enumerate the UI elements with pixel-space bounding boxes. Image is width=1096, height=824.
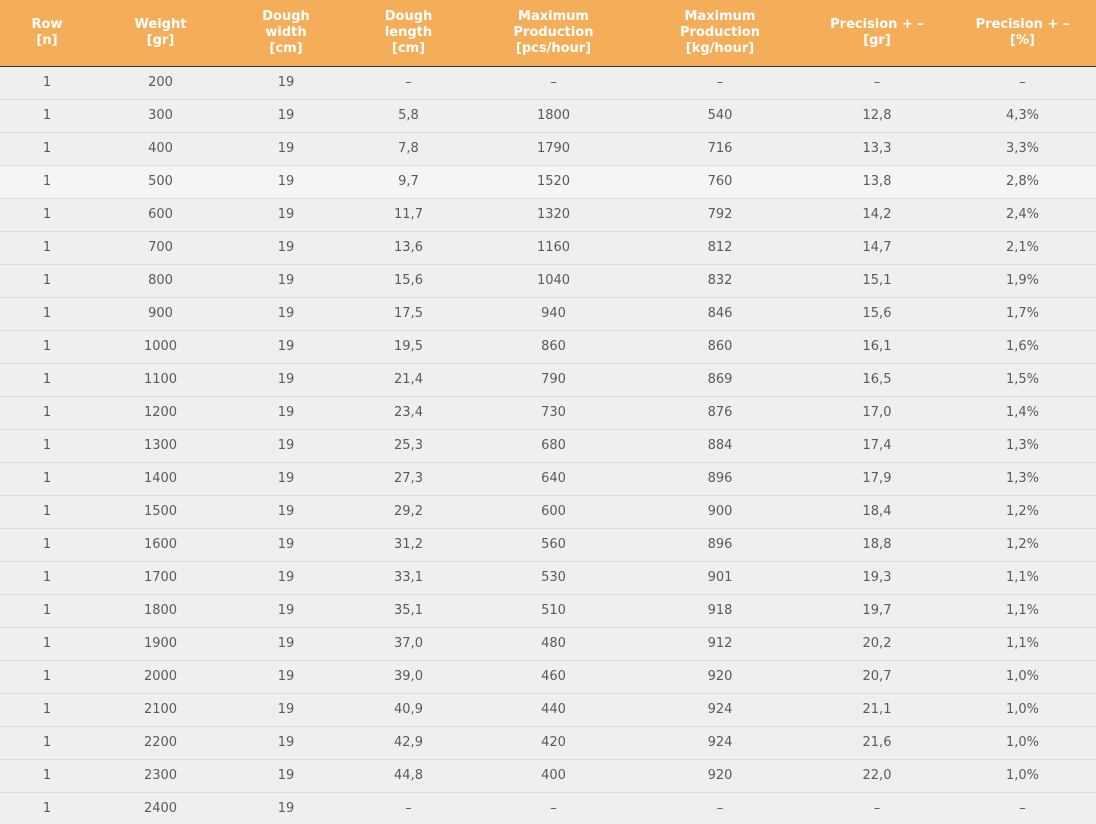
table-cell: 1040 [472,264,635,297]
table-cell: 2,1% [949,231,1096,264]
table-cell: 1,1% [949,627,1096,660]
table-cell: 1320 [472,198,635,231]
column-header-line: Weight [134,16,187,32]
table-cell: 7,8 [345,132,472,165]
table-cell: 1500 [94,495,227,528]
table-cell: 1 [0,660,94,693]
column-header [94,0,227,66]
table-row [0,495,1096,528]
table-cell: 812 [635,231,805,264]
table-cell: 560 [472,528,635,561]
table-row [0,264,1096,297]
table-cell: 1900 [94,627,227,660]
table-cell: 19 [227,231,345,264]
table-cell: 1 [0,561,94,594]
table-row [0,594,1096,627]
table-cell: 19 [227,792,345,824]
table-cell: 1,4% [949,396,1096,429]
table-cell: 792 [635,198,805,231]
table-cell: 5,8 [345,99,472,132]
table-cell: 13,3 [805,132,949,165]
table-cell: 1 [0,792,94,824]
table-cell: 22,0 [805,759,949,792]
column-header-line: [gr] [146,32,175,48]
table-cell: 16,5 [805,363,949,396]
table-cell: 23,4 [345,396,472,429]
table-row [0,759,1096,792]
table-cell: 200 [94,66,227,99]
table-cell: 1 [0,528,94,561]
table-cell: 920 [635,660,805,693]
table-cell: 19 [227,726,345,759]
table-cell: 19 [227,561,345,594]
table-row [0,231,1096,264]
table-cell: 869 [635,363,805,396]
table-cell: 1,9% [949,264,1096,297]
table-cell: 640 [472,462,635,495]
table-cell: 19 [227,363,345,396]
table-cell: 18,4 [805,495,949,528]
table-cell: 15,6 [805,297,949,330]
table-cell: – [635,66,805,99]
table-row [0,693,1096,726]
table-cell: 1 [0,132,94,165]
table-cell: 1,7% [949,297,1096,330]
table-cell: 896 [635,528,805,561]
column-header-line: Dough [384,8,433,24]
table-cell: 11,7 [345,198,472,231]
table-cell: 1,6% [949,330,1096,363]
table-cell: 19 [227,594,345,627]
table-cell: 1 [0,99,94,132]
table-cell: 21,6 [805,726,949,759]
table-row [0,660,1096,693]
table-cell: 400 [94,132,227,165]
table-cell: 21,4 [345,363,472,396]
table-row [0,297,1096,330]
column-header-line: [gr] [863,32,891,48]
table-cell: 19 [227,198,345,231]
column-header-line: Precision + – [830,16,924,32]
table-cell: 29,2 [345,495,472,528]
table-cell: 2,8% [949,165,1096,198]
table-cell: 1,5% [949,363,1096,396]
table-cell: 500 [94,165,227,198]
table-cell: 912 [635,627,805,660]
table-cell: 19 [227,396,345,429]
table-cell: 1000 [94,330,227,363]
table-cell: 19 [227,66,345,99]
table-cell: 21,1 [805,693,949,726]
table-cell: 1100 [94,363,227,396]
column-header-line: Precision + – [975,16,1070,32]
table-cell: 1 [0,693,94,726]
table-cell: 716 [635,132,805,165]
table-cell: 17,9 [805,462,949,495]
column-header-line: Production [680,24,760,40]
table-row [0,462,1096,495]
table-cell: 440 [472,693,635,726]
column-header-line: Dough [262,8,310,24]
table-cell: – [472,66,635,99]
table-cell: 27,3 [345,462,472,495]
table-row [0,528,1096,561]
table-cell: 20,2 [805,627,949,660]
table-cell: 39,0 [345,660,472,693]
table-cell: 19 [227,99,345,132]
table-cell: 480 [472,627,635,660]
table-row [0,726,1096,759]
table-cell: 876 [635,396,805,429]
table-cell: 18,8 [805,528,949,561]
table-cell: 1 [0,627,94,660]
column-header [345,0,472,66]
table-cell: 760 [635,165,805,198]
table-cell: 14,7 [805,231,949,264]
table-cell: 846 [635,297,805,330]
table-cell: 17,4 [805,429,949,462]
column-header-line: Maximum [518,8,589,24]
table-cell: 420 [472,726,635,759]
table-cell: – [635,792,805,824]
table-header [0,0,1096,66]
table-cell: 1160 [472,231,635,264]
table-row [0,66,1096,99]
table-cell: 35,1 [345,594,472,627]
column-header [227,0,345,66]
table-cell: 540 [635,99,805,132]
table-row [0,165,1096,198]
column-header [635,0,805,66]
table-cell: 19,3 [805,561,949,594]
header-row [0,0,1096,66]
table-cell: 1,3% [949,462,1096,495]
column-header [0,0,94,66]
table-row [0,363,1096,396]
table-cell: 1800 [94,594,227,627]
table-cell: 33,1 [345,561,472,594]
table-cell: 25,3 [345,429,472,462]
table-cell: 400 [472,759,635,792]
table-cell: 1600 [94,528,227,561]
column-header [472,0,635,66]
table-cell: 510 [472,594,635,627]
table-cell: 14,2 [805,198,949,231]
table-cell: 19 [227,297,345,330]
table-cell: 2200 [94,726,227,759]
column-header-line: Production [513,24,594,40]
table-cell: 1 [0,165,94,198]
table-cell: 1400 [94,462,227,495]
column-header-line: Row [31,16,63,32]
table-cell: 1 [0,330,94,363]
table-cell: 40,9 [345,693,472,726]
column-header [805,0,949,66]
table-cell: 15,1 [805,264,949,297]
table-cell: 1 [0,396,94,429]
table-cell: 2300 [94,759,227,792]
table-cell: 730 [472,396,635,429]
table-cell: 1,3% [949,429,1096,462]
table-cell: – [949,66,1096,99]
table-cell: 1 [0,297,94,330]
column-header-line: [%] [1010,32,1035,48]
table-cell: 1 [0,429,94,462]
table-row [0,561,1096,594]
table-cell: 860 [635,330,805,363]
table-cell: 20,7 [805,660,949,693]
table-cell: 42,9 [345,726,472,759]
table-cell: – [345,792,472,824]
table-cell: 3,3% [949,132,1096,165]
table-cell: 901 [635,561,805,594]
table-cell: 790 [472,363,635,396]
table-cell: 920 [635,759,805,792]
table-cell: 19,5 [345,330,472,363]
table-cell: 600 [94,198,227,231]
table-cell: 530 [472,561,635,594]
column-header-line: width [265,24,307,40]
table-cell: 1800 [472,99,635,132]
table-cell: – [472,792,635,824]
table-cell: – [345,66,472,99]
table-cell: 1790 [472,132,635,165]
table-cell: 1 [0,198,94,231]
table-cell: 924 [635,693,805,726]
table-cell: 16,1 [805,330,949,363]
table-cell: 1,0% [949,726,1096,759]
table-row [0,99,1096,132]
table-row [0,396,1096,429]
table-cell: 19 [227,660,345,693]
table-cell: 19 [227,429,345,462]
table-cell: 1,1% [949,561,1096,594]
table-cell: 19 [227,132,345,165]
table-cell: 800 [94,264,227,297]
table-cell: 4,3% [949,99,1096,132]
table-cell: 12,8 [805,99,949,132]
table-row [0,132,1096,165]
column-header-line: [n] [36,32,58,48]
table-cell: 17,5 [345,297,472,330]
table-cell: – [805,66,949,99]
table-cell: 900 [635,495,805,528]
table-cell: 1 [0,462,94,495]
table-cell: 600 [472,495,635,528]
table-row [0,792,1096,824]
table-cell: – [805,792,949,824]
table-cell: 1,0% [949,660,1096,693]
table-row [0,198,1096,231]
table-cell: 9,7 [345,165,472,198]
table-cell: 884 [635,429,805,462]
table-cell: 1 [0,264,94,297]
table-cell: 19 [227,165,345,198]
table-cell: 31,2 [345,528,472,561]
table-body [0,66,1096,824]
table-cell: 918 [635,594,805,627]
table-cell: 19 [227,759,345,792]
table-cell: 460 [472,660,635,693]
table-cell: 1,2% [949,495,1096,528]
table-cell: 19 [227,693,345,726]
table-cell: – [949,792,1096,824]
table-cell: 13,8 [805,165,949,198]
table-cell: 1700 [94,561,227,594]
table-cell: 1 [0,66,94,99]
table-row [0,330,1096,363]
table-cell: 2000 [94,660,227,693]
table-cell: 19,7 [805,594,949,627]
table-cell: 19 [227,462,345,495]
table-cell: 700 [94,231,227,264]
column-header-line: Maximum [684,8,756,24]
table-cell: 44,8 [345,759,472,792]
table-cell: 1520 [472,165,635,198]
table-cell: 19 [227,330,345,363]
table-cell: 1,0% [949,693,1096,726]
table-cell: 1 [0,231,94,264]
column-header-line: [cm] [269,40,303,56]
table-cell: 19 [227,528,345,561]
table-cell: 1 [0,363,94,396]
table-row [0,429,1096,462]
table-cell: 1,0% [949,759,1096,792]
column-header-line: [kg/hour] [685,40,755,56]
table-cell: 2100 [94,693,227,726]
column-header-line: length [384,24,433,40]
table-cell: 2400 [94,792,227,824]
table-cell: 37,0 [345,627,472,660]
column-header-line: [pcs/hour] [515,40,592,56]
table-cell: 940 [472,297,635,330]
table-cell: 1 [0,726,94,759]
table-cell: 2,4% [949,198,1096,231]
table-cell: 300 [94,99,227,132]
table-cell: 896 [635,462,805,495]
table-cell: 1200 [94,396,227,429]
table-cell: 1 [0,759,94,792]
table-cell: 1 [0,495,94,528]
table-cell: 1,1% [949,594,1096,627]
table-cell: 1,2% [949,528,1096,561]
table-cell: 1 [0,594,94,627]
column-header-line: [cm] [391,40,426,56]
table-cell: 680 [472,429,635,462]
table-cell: 15,6 [345,264,472,297]
table-cell: 19 [227,264,345,297]
column-header [949,0,1096,66]
table-row [0,627,1096,660]
table-cell: 17,0 [805,396,949,429]
table-cell: 19 [227,495,345,528]
table-cell: 13,6 [345,231,472,264]
table-cell: 1300 [94,429,227,462]
table-cell: 860 [472,330,635,363]
table-cell: 832 [635,264,805,297]
table-cell: 19 [227,627,345,660]
table-cell: 924 [635,726,805,759]
table-cell: 900 [94,297,227,330]
